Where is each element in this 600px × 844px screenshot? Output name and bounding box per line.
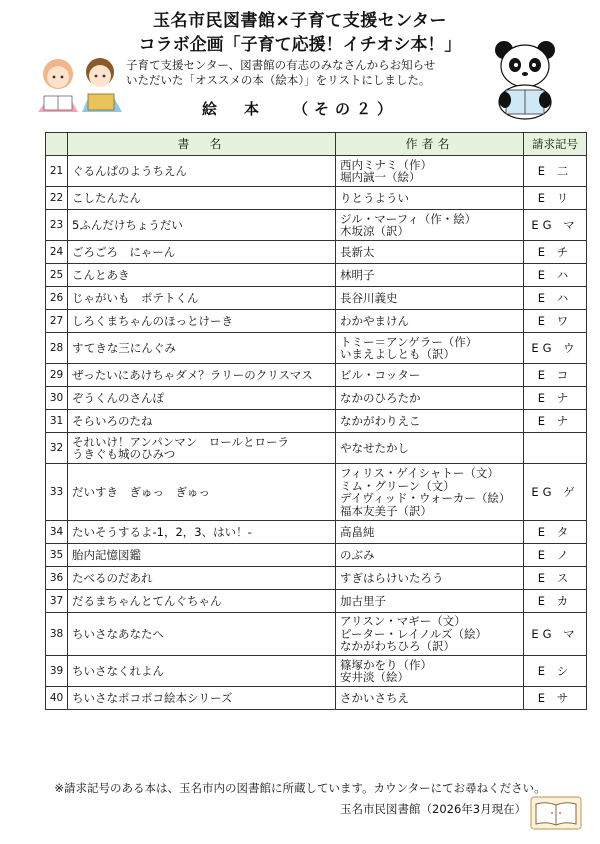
author-line: 安井淡（絵）	[340, 670, 409, 684]
call-number: EG ゲ	[524, 464, 587, 521]
book-title: じゃがいも ポテトくん	[68, 287, 336, 310]
row-number: 39	[46, 656, 68, 687]
row-number: 31	[46, 410, 68, 433]
book-list-table	[45, 132, 587, 710]
book-author	[336, 613, 524, 656]
intro-text	[126, 58, 486, 88]
author-line: さかいさちえ	[340, 690, 409, 705]
author-line: りとうようい	[340, 190, 409, 205]
book-author	[336, 410, 524, 433]
call-number: E ハ	[524, 287, 587, 310]
book-author	[336, 464, 524, 521]
author-line: 高畠純	[340, 524, 375, 539]
call-number: E タ	[524, 521, 587, 544]
book-title: そらいろのたね	[68, 410, 336, 433]
author-line: すぎはらけいたろう	[340, 570, 444, 585]
call-number: E ノ	[524, 544, 587, 567]
book-author	[336, 156, 524, 187]
row-number: 40	[46, 687, 68, 710]
row-number: 25	[46, 264, 68, 287]
header-author: 作者名	[336, 133, 524, 156]
header-title: 書 名	[68, 133, 336, 156]
book-author	[336, 241, 524, 264]
table-header-row	[46, 133, 587, 156]
book-title: ちいさなくれよん	[68, 656, 336, 687]
table-row	[46, 187, 587, 210]
author-line: ミム・グリーン（文）	[340, 478, 455, 493]
book-author	[336, 544, 524, 567]
author-line: デイヴィッド・ウォーカー（絵）	[340, 491, 511, 505]
author-line: アリスン・マギー（文）	[340, 614, 466, 629]
book-author	[336, 687, 524, 710]
footnote: ※請求記号のある本は、玉名市内の図書館に所蔵しています。カウンターにてお尋ねください。	[54, 781, 546, 795]
table-row	[46, 433, 587, 464]
intro-line-1: 子育て支援センター、図書館の有志のみなさんからお知らせ	[126, 58, 436, 72]
book-author	[336, 210, 524, 241]
book-title: しろくまちゃんのほっとけーき	[68, 310, 336, 333]
row-number: 33	[46, 464, 68, 521]
book-title: ぜったいにあけちゃダメ？ラリーのクリスマス	[68, 364, 336, 387]
book-author	[336, 364, 524, 387]
table-row	[46, 613, 587, 656]
section-sub: （その２）	[293, 100, 399, 118]
call-number: E ナ	[524, 387, 587, 410]
author-line: 加古里子	[340, 593, 386, 608]
table-row	[46, 656, 587, 687]
author-line: トミー＝アンゲラー（作）	[340, 334, 478, 349]
book-author	[336, 521, 524, 544]
author-line: なかがわちひろ（訳）	[340, 639, 455, 654]
book-title: ごろごろ にゃーん	[68, 241, 336, 264]
author-line: いまえよしとも（訳）	[340, 347, 455, 361]
table-row	[46, 210, 587, 241]
table-row	[46, 287, 587, 310]
table-row	[46, 521, 587, 544]
call-number: E シ	[524, 656, 587, 687]
call-number: E 二	[524, 156, 587, 187]
book-author	[336, 590, 524, 613]
call-number: E コ	[524, 364, 587, 387]
book-title: 5ふんだけちょうだい	[68, 210, 336, 241]
book-author	[336, 310, 524, 333]
author-line: なかのひろたか	[340, 390, 421, 405]
open-book-icon	[530, 796, 582, 830]
book-author	[336, 333, 524, 364]
row-number: 32	[46, 433, 68, 464]
call-number: E ワ	[524, 310, 587, 333]
row-number: 22	[46, 187, 68, 210]
row-number: 37	[46, 590, 68, 613]
header-call-number: 請求記号	[524, 133, 587, 156]
table-row	[46, 567, 587, 590]
row-number: 28	[46, 333, 68, 364]
call-number: E ハ	[524, 264, 587, 287]
table-row	[46, 156, 587, 187]
table-row	[46, 387, 587, 410]
book-author	[336, 287, 524, 310]
table-row	[46, 364, 587, 387]
author-line: ジル・マーフィ（作・絵）	[340, 211, 477, 226]
book-title: ぞうくんのさんぽ	[68, 387, 336, 410]
book-title: ぐるんぱのようちえん	[68, 156, 336, 187]
row-number: 34	[46, 521, 68, 544]
row-number: 24	[46, 241, 68, 264]
call-number: E ナ	[524, 410, 587, 433]
call-number: E カ	[524, 590, 587, 613]
author-line: のぶみ	[340, 547, 375, 562]
table-row	[46, 264, 587, 287]
title-line-2: コラボ企画「子育て応援！イチオシ本！」	[138, 35, 462, 55]
call-number: E リ	[524, 187, 587, 210]
table-row	[46, 590, 587, 613]
table-row	[46, 410, 587, 433]
book-title: ちいさなあなたへ	[68, 613, 336, 656]
table-row	[46, 464, 587, 521]
author-line: 木坂涼（訳）	[340, 224, 409, 238]
credit: 玉名市民図書館（2026年3月現在）	[340, 802, 527, 816]
header-no	[46, 133, 68, 156]
author-line: 長谷川義史	[340, 290, 398, 305]
book-author	[336, 567, 524, 590]
book-author	[336, 264, 524, 287]
author-line: ビル・コッター	[340, 367, 421, 382]
row-number: 27	[46, 310, 68, 333]
book-title: だるまちゃんとてんぐちゃん	[68, 590, 336, 613]
book-title: こしたんたん	[68, 187, 336, 210]
call-number: E ス	[524, 567, 587, 590]
row-number: 36	[46, 567, 68, 590]
table-row	[46, 687, 587, 710]
author-line: 篠塚かをり（作）	[340, 657, 432, 672]
book-title: こんとあき	[68, 264, 336, 287]
section-main: 絵 本	[201, 100, 265, 118]
book-author	[336, 187, 524, 210]
author-line: 福本友美子（訳）	[340, 503, 432, 518]
author-line: 長新太	[340, 244, 375, 259]
call-number: E チ	[524, 241, 587, 264]
author-line: わかやまけん	[340, 313, 409, 328]
author-line: ピーター・レイノルズ（絵）	[340, 626, 487, 641]
book-title: すてきな三にんぐみ	[68, 333, 336, 364]
row-number: 21	[46, 156, 68, 187]
table-row	[46, 310, 587, 333]
call-number	[524, 433, 587, 464]
call-number: E サ	[524, 687, 587, 710]
author-line: やなせたかし	[340, 440, 409, 455]
row-number: 38	[46, 613, 68, 656]
book-author	[336, 656, 524, 687]
row-number: 30	[46, 387, 68, 410]
author-line: 西内ミナミ（作）	[340, 157, 432, 172]
book-author	[336, 433, 524, 464]
author-line: 林明子	[340, 267, 375, 282]
book-title: たいそうするよ-1，2，3、はい！-	[68, 521, 336, 544]
book-title: それいけ！アンパンマン ロールとローラ うきぐも城のひみつ	[68, 433, 336, 464]
table-row	[46, 544, 587, 567]
intro-line-2: いただいた「オススメの本（絵本）」をリストにしました。	[126, 73, 431, 87]
book-title: たべるのだあれ	[68, 567, 336, 590]
book-title: だいすき ぎゅっ ぎゅっ	[68, 464, 336, 521]
table-row	[46, 241, 587, 264]
call-number: EG マ	[524, 210, 587, 241]
call-number: EG ウ	[524, 333, 587, 364]
row-number: 29	[46, 364, 68, 387]
call-number: EG マ	[524, 613, 587, 656]
book-title: ちいさなポコポコ絵本シリーズ	[68, 687, 336, 710]
title-line-1: 玉名市民図書館×子育て支援センター	[152, 11, 448, 31]
table-row	[46, 333, 587, 364]
author-line: 堀内誠一（絵）	[340, 170, 421, 184]
book-author	[336, 387, 524, 410]
row-number: 23	[46, 210, 68, 241]
section-title	[0, 98, 600, 119]
book-title: 胎内記憶図鑑	[68, 544, 336, 567]
row-number: 35	[46, 544, 68, 567]
author-line: フィリス・ゲイシャトー（文）	[340, 466, 499, 480]
row-number: 26	[46, 287, 68, 310]
author-line: なかがわりえこ	[340, 413, 421, 428]
